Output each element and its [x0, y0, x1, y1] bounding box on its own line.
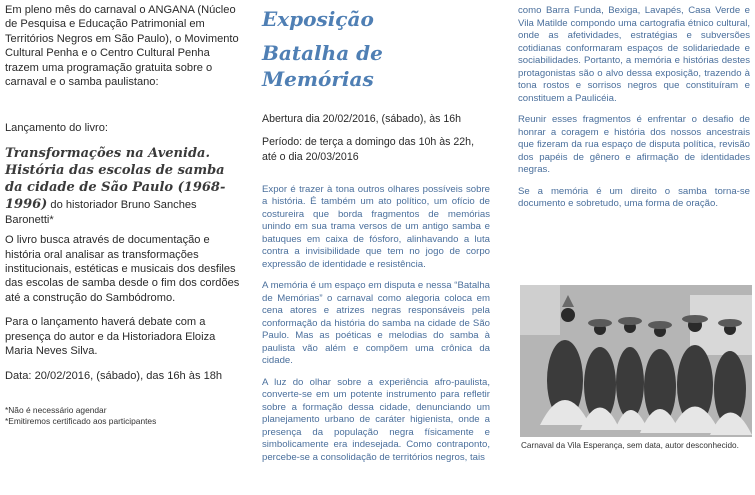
photo-caption: Carnaval da Vila Esperança, sem data, autor desconhecido.: [521, 441, 739, 450]
exhibition-period: Período: de terça a domingo das 10h às 22h, até o dia 20/03/2016: [262, 136, 475, 163]
exhibition-title-line1: Exposição: [262, 7, 374, 31]
book-title: Transformações na Avenida. História das escolas de samba da cidade de São Paulo (1968-1996): [5, 145, 226, 212]
book-launch-label: Lançamento do livro:: [5, 122, 108, 135]
book-author: do historiador Bruno Sanches Baronetti*: [5, 198, 197, 226]
debate-paragraph: Para o lançamento haverá debate com a presença do autor e da Historiadora Eloiza Maria Neves Silva.: [5, 316, 216, 358]
note-scheduling: *Não é necessário agendar: [5, 404, 107, 415]
exhibition-title-line2: Batalha de Memórias: [262, 41, 383, 91]
launch-date: Data: 20/02/2016, (sábado), das 16h às 18h: [5, 369, 223, 382]
note-certificate: *Emitiremos certificado aos participantes: [5, 415, 157, 426]
exhibition-paragraph-2: A memória é um espaço em disputa e nessa “Batalha de Memórias” o carnaval como alegoria coloca em cena atores e atrizes negras responsáveis pela conformação da história do samba na cidade de São Paulo. Mas as poéticas e melodias do samba à paulista vão além e compõem uma crônica da cidade.: [262, 280, 490, 367]
exhibition-paragraph-3: A luz do olhar sobre a experiência afro-paulista, converte-se em um potente instrumento para refletir sobre a formação dessa cidade, denunciando um planejamento urbano de caráter higienista, onde a presença da população negra físicamente e simbolicamente era indesejada. Como contraponto, percebe-se a consolidação de territórios negros, tais: [262, 376, 490, 463]
intro-paragraph: Em pleno mês do carnaval o ANGANA (Núcleo de Pesquisa e Educação Patrimonial em Territórios Negros em São Paulo), o Movimento Cultural Penha e o Centro Cultural Penha trazem uma programação gratuita sobre o carnaval e o samba paulistano:: [5, 4, 239, 89]
book-paragraph: [5, 145, 245, 227]
exhibition-paragraph-4: como Barra Funda, Bexiga, Lavapés, Casa Verde e Vila Matilde compondo uma cartografia étnico cultural, onde as afetividades, estratégias e subversões cotidianas conformaram espaços de solidariedade e sociabilidades. Portanto, a memória e histórias destes protagonistas são o alvo dessa exposição, trazendo à tona rostos e sorrisos negros que constituíram e constituem a Paulicéia.: [518, 5, 750, 104]
carnival-photo-illustration: [520, 285, 752, 437]
exhibition-paragraph-5: Reunir esses fragmentos é enfrentar o desafio de honrar a coragem e história dos nossos ancestrais que fizeram da rua espaço de disputa política, revisão dos papéis de gênero e afirmação de identidades negras.: [518, 114, 750, 175]
carnival-photo: [520, 285, 752, 437]
left-column: [5, 0, 245, 427]
middle-column: [262, 0, 490, 464]
right-column: [518, 0, 750, 211]
exhibition-paragraph-6: Se a memória é um direito o samba torna-se documento e sobretudo, uma forma de oração.: [518, 185, 750, 209]
exhibition-opening: Abertura dia 20/02/2016, (sábado), às 16h: [262, 113, 462, 125]
book-description: O livro busca através de documentação e história oral analisar as transformações institucionais, estéticas e musicais dos desfiles das escolas de samba desde o fim dos cordões até a construção do Sambódromo.: [5, 234, 240, 304]
exhibition-paragraph-1: Expor é trazer à tona outros olhares possíveis sobre a história. É também um ato político, um ofício de costureira que borda fragmentos de memórias unindo em sua trama versos de um antigo samba e batuques em caixa de fósforo, alinhavando a luta contra a invisibilidade que tem no jogo de corpo expressão de identidade e resistência.: [262, 183, 490, 270]
